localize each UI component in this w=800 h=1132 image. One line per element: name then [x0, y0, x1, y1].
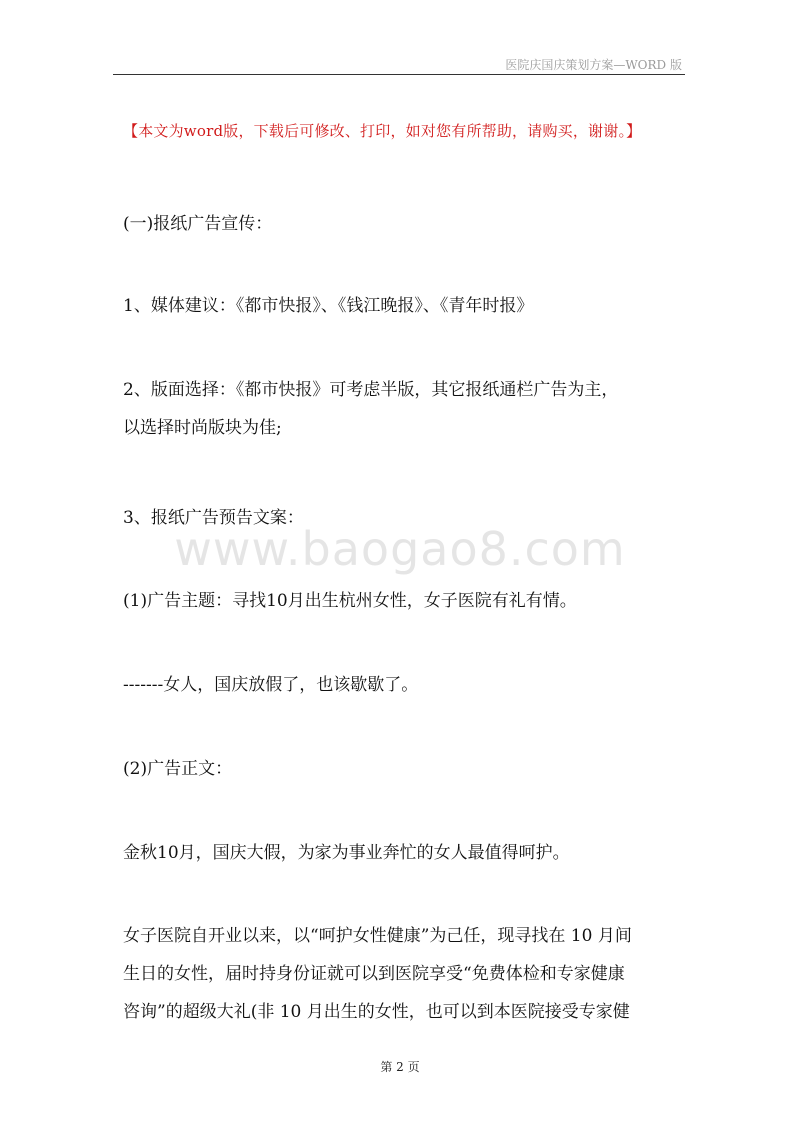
paragraph-line: 生日的女性，届时持身份证就可以到医院享受“免费体检和专家健康	[123, 964, 625, 984]
paragraph	[123, 287, 683, 325]
paragraph-line: -------女人，国庆放假了，也该歇歇了。	[123, 675, 419, 695]
paragraph	[123, 371, 683, 447]
paragraph-line: (一)报纸广告宣传：	[123, 214, 273, 234]
paragraph-line: 咨询”的超级大礼(非 10 月出生的女性，也可以到本医院接受专家健	[123, 1002, 630, 1022]
paragraph-line: (1)广告主题：寻找10月出生杭州女性，女子医院有礼有情。	[123, 591, 577, 611]
paragraph-line: 1、媒体建议：《都市快报》、《钱江晚报》、《青年时报》	[123, 296, 534, 316]
paragraph	[123, 917, 683, 1031]
paragraph	[123, 205, 683, 243]
paragraph-line: 2、版面选择：《都市快报》可考虑半版，其它报纸通栏广告为主，	[123, 380, 619, 400]
paragraph	[123, 666, 683, 704]
paragraph-line: 女子医院自开业以来，以“呵护女性健康”为己任，现寻找在 10 月间	[123, 926, 632, 946]
red-notice: 【本文为word版，下载后可修改、打印，如对您有所帮助，请购买，谢谢。】	[123, 122, 642, 140]
paragraph-line: 金秋10月，国庆大假，为家为事业奔忙的女人最值得呵护。	[123, 843, 570, 863]
paragraph-line: (2)广告正文：	[123, 759, 233, 779]
paragraph	[123, 834, 683, 872]
paragraph	[123, 750, 683, 788]
page-header-title: 医院庆国庆策划方案—WORD 版	[505, 58, 682, 72]
watermark-text: www.baogao8.com	[174, 522, 626, 576]
paragraph	[123, 582, 683, 620]
page-number: 第 2 页	[380, 1060, 420, 1074]
header-divider	[113, 74, 685, 75]
paragraph-line: 3、报纸广告预告文案：	[123, 508, 304, 528]
paragraph-line: 以选择时尚版块为佳;	[123, 418, 282, 438]
